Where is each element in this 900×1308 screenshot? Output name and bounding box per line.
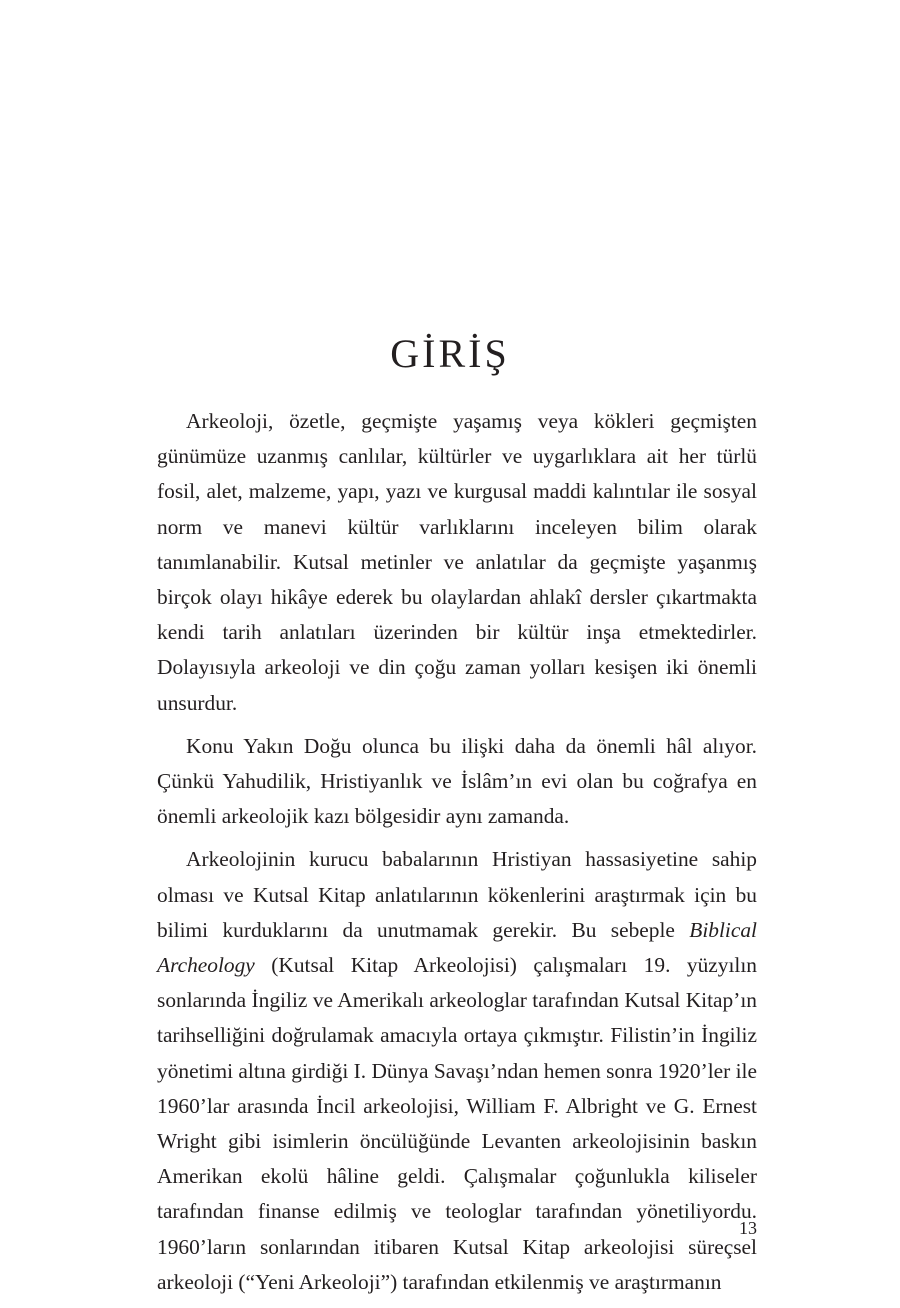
body-text: [157, 404, 757, 1308]
paragraph-3: [157, 842, 757, 1300]
paragraph-2: Konu Yakın Doğu olunca bu ilişki daha da önemli hâl alıyor. Çünkü Yahudilik, Hristiyanlık ve İslâm’ın evi olan bu coğrafya en önemli arkeolojik kazı bölgesidir aynı zamanda.: [157, 733, 757, 829]
paragraph-3-italic-term: Biblical Archeology: [157, 917, 757, 978]
paragraph-3-text-before: Arkeolojinin kurucu babalarının Hristiyan hassasiyetine sahip olması ve Kutsal Kitap anlatılarının kökenlerini araştırmak için bu bilimi kurduklarını da unutmamak gerekir. Bu sebeple: [157, 847, 757, 942]
page-number: 13: [739, 1218, 757, 1238]
paragraph-1: Arkeoloji, özetle, geçmişte yaşamış veya kökleri geçmişten günümüze uzanmış canlılar, kültürler ve uygarlıklara ait her türlü fosil, alet, malzeme, yapı, yazı ve kurgusal maddi kalıntılar ile sosyal norm ve manevi kültür varlıklarını inceleyen bilim olarak tanımlanabilir. Kutsal metinler ve anlatılar da geçmişte yaşanmış birçok olayı hikâye ederek bu olaylardan ahlakî dersler çıkartmakta kendi tarih anlatıları üzerinden bir kültür inşa etmektedirler. Dolayısıyla arkeoloji ve din çoğu zaman yolları kesişen iki önemli unsurdur.: [157, 409, 757, 715]
paragraph-3-text-after: (Kutsal Kitap Arkeolojisi) çalışmaları 19. yüzyılın sonlarında İngiliz ve Amerikalı arkeologlar tarafından Kutsal Kitap’ın tarihselliğini doğrulamak amacıyla ortaya çıkmıştır. Filistin’in İngiliz yönetimi altına girdiği I. Dünya Savaşı’ndan hemen sonra 1920’ler ile 1960’lar arasında İncil arkeolojisi, William F. Albright ve G. Ernest Wright gibi isimlerin öncülüğünde Levanten arkeolojisinin baskın Amerikan ekolü hâline geldi. Çalışmalar çoğunlukla kiliseler tarafından finanse edilmiş ve teologlar tarafından yönetiliyordu. 1960’ların sonlarından itibaren Kutsal Kitap arkeolojisi süreçsel arkeoloji (“Yeni Arkeoloji”) tarafından etkilenmiş ve araştırmanın: [157, 953, 757, 1294]
chapter-title: GİRİŞ: [390, 331, 510, 376]
